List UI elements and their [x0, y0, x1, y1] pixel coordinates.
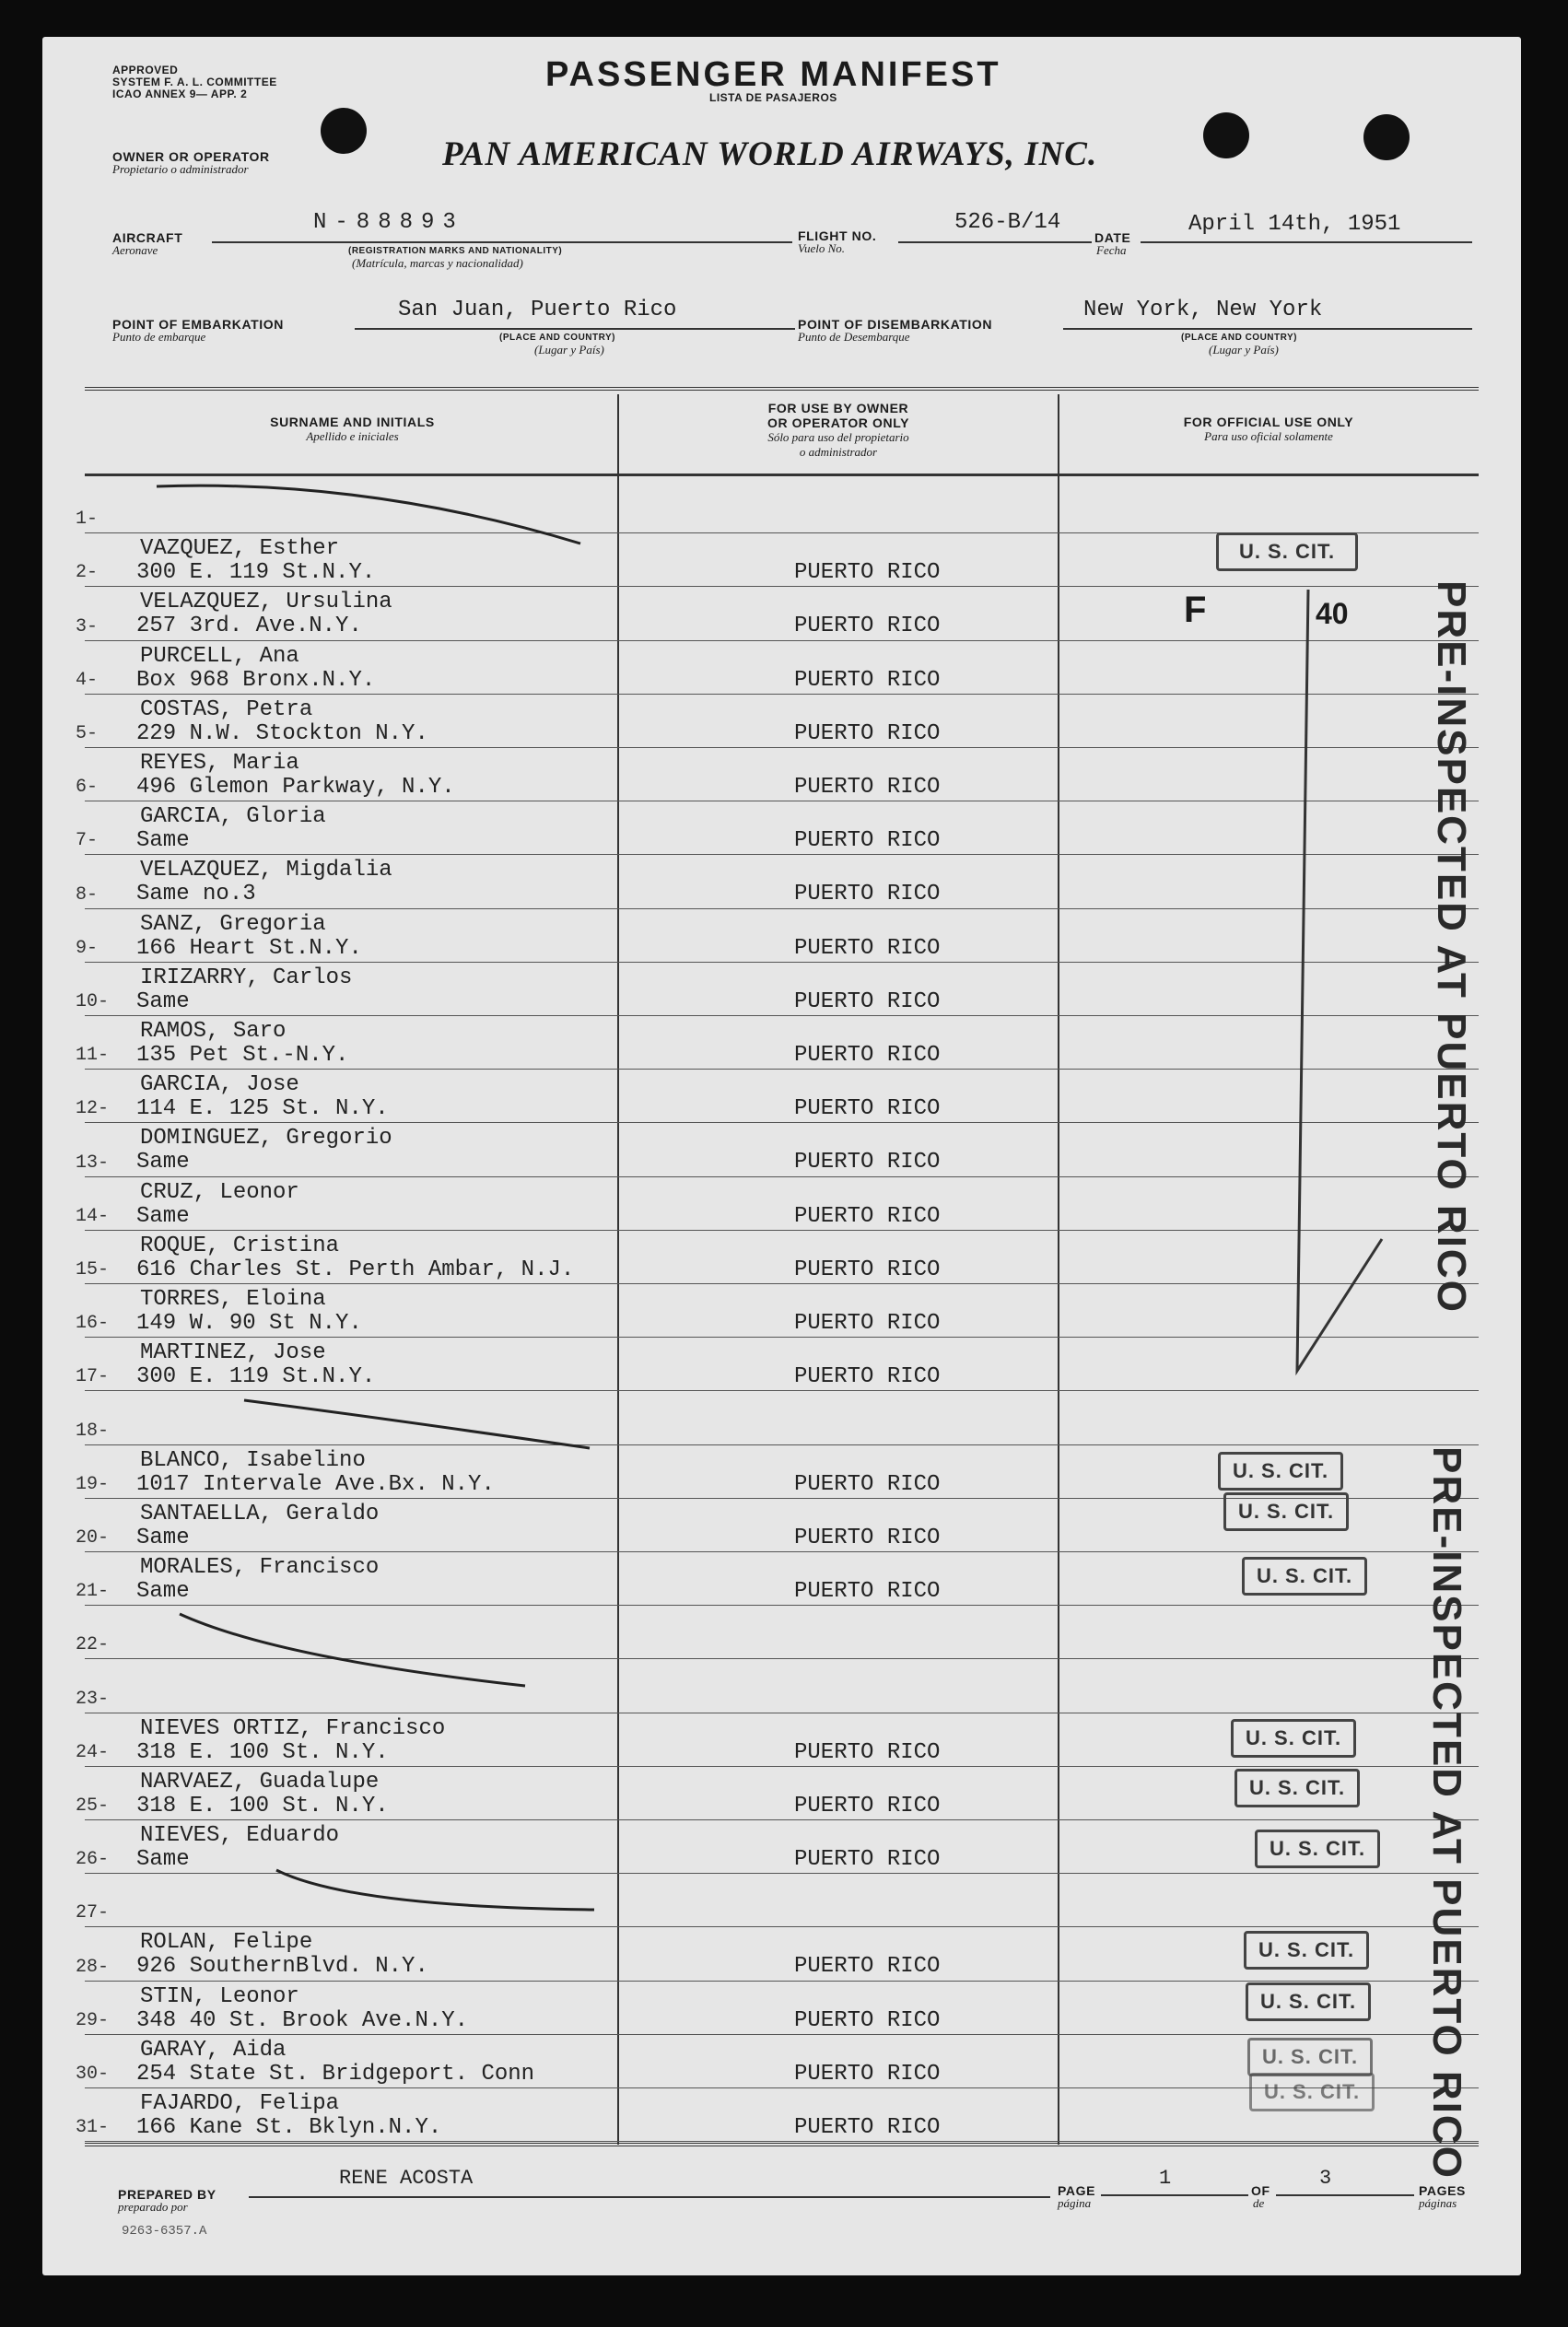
aircraft-sub: Aeronave	[112, 243, 158, 257]
passenger-name: SANZ, Gregoria	[140, 912, 326, 937]
embark-place-sub: (Lugar y País)	[534, 343, 604, 357]
passenger-address: 257 3rd. Ave.N.Y.	[136, 614, 362, 638]
operator-use-entry: PUERTO RICO	[794, 2115, 941, 2140]
operator-use-entry: PUERTO RICO	[794, 2008, 941, 2033]
operator-use-entry: PUERTO RICO	[794, 828, 941, 853]
form-number: 9263-6357.A	[122, 2224, 207, 2239]
row-number: 29-	[76, 2010, 110, 2031]
strike-mark	[180, 1614, 525, 1686]
passenger-address: Same no.3	[136, 882, 256, 906]
strike-mark	[276, 1870, 594, 1910]
passenger-name: SANTAELLA, Geraldo	[140, 1502, 380, 1526]
row-number: 23-	[76, 1689, 110, 1710]
prepared-by-sub: preparado por	[118, 2200, 188, 2214]
operator-use-entry: PUERTO RICO	[794, 1472, 941, 1497]
strike-mark	[244, 1400, 590, 1448]
operator-use-entry: PUERTO RICO	[794, 614, 941, 638]
passenger-address: 149 W. 90 St N.Y.	[136, 1311, 362, 1336]
row-number: 22-	[76, 1634, 110, 1655]
passenger-address: 926 SouthernBlvd. N.Y.	[136, 1954, 428, 1979]
passenger-address: 254 State St. Bridgeport. Conn	[136, 2062, 535, 2087]
owner-label-sub: Propietario o administrador	[112, 162, 249, 176]
prepared-by-underline	[249, 2196, 1050, 2198]
flight-label: FLIGHT NO.	[798, 228, 877, 243]
pre-inspected-stamp: PRE-INSPECTED AT PUERTO RICO	[1429, 580, 1474, 1314]
disembark-label: POINT OF DISEMBARKATION	[798, 317, 993, 332]
approval-line: ICAO ANNEX 9— APP. 2	[112, 88, 248, 100]
column-header-sub: Para uso oficial solamente	[1204, 429, 1333, 443]
column-header-sub: o administrador	[799, 445, 878, 459]
embark-sub: Punto de embarque	[112, 330, 206, 344]
passenger-address: 348 40 St. Brook Ave.N.Y.	[136, 2008, 469, 2033]
row-number: 28-	[76, 1957, 110, 1978]
passenger-name: CRUZ, Leonor	[140, 1180, 299, 1205]
passenger-name: NARVAEZ, Guadalupe	[140, 1770, 380, 1795]
passenger-name: MARTINEZ, Jose	[140, 1340, 326, 1365]
passenger-address: 114 E. 125 St. N.Y.	[136, 1096, 389, 1121]
passenger-address: 300 E. 119 St.N.Y.	[136, 560, 376, 585]
embark-label: POINT OF EMBARKATION	[112, 317, 284, 332]
column-header-label: OR OPERATOR ONLY	[766, 415, 910, 430]
operator-use-entry: PUERTO RICO	[794, 1740, 941, 1765]
passenger-address: 300 E. 119 St.N.Y.	[136, 1364, 376, 1389]
operator-use-entry: PUERTO RICO	[794, 1204, 941, 1229]
operator-use-entry: PUERTO RICO	[794, 560, 941, 585]
passenger-name: FAJARDO, Felipa	[140, 2091, 340, 2116]
approval-line: APPROVED	[112, 64, 179, 76]
pages-sub: páginas	[1419, 2196, 1457, 2210]
row-number: 26-	[76, 1849, 110, 1870]
row-number: 16-	[76, 1313, 110, 1334]
row-number: 30-	[76, 2064, 110, 2085]
row-number: 20-	[76, 1527, 110, 1549]
us-citizen-stamp: U. S. CIT.	[1247, 2038, 1373, 2076]
passenger-name: DOMINGUEZ, Gregorio	[140, 1126, 392, 1151]
page-title-sub: LISTA DE PASAJEROS	[709, 91, 837, 104]
passenger-name: IRIZARRY, Carlos	[140, 965, 353, 990]
row-number: 13-	[76, 1152, 110, 1174]
us-citizen-stamp: U. S. CIT.	[1255, 1830, 1380, 1868]
us-citizen-stamp: U. S. CIT.	[1216, 532, 1358, 571]
passenger-name: VELAZQUEZ, Ursulina	[140, 590, 392, 614]
passenger-name: RAMOS, Saro	[140, 1019, 287, 1044]
airline-name: PAN AMERICAN WORLD AIRWAYS, INC.	[442, 135, 1098, 173]
of-sub: de	[1253, 2196, 1265, 2210]
operator-use-entry: PUERTO RICO	[794, 936, 941, 961]
us-citizen-stamp: U. S. CIT.	[1249, 2073, 1375, 2111]
pages-label: PAGES	[1419, 2183, 1466, 2198]
row-number: 25-	[76, 1795, 110, 1817]
row-number: 11-	[76, 1045, 110, 1066]
passenger-address: Same	[136, 1579, 190, 1604]
passenger-name: TORRES, Eloina	[140, 1287, 326, 1312]
row-number: 6-	[76, 777, 99, 798]
row-number: 17-	[76, 1366, 110, 1387]
disembark-place-sub: (Lugar y País)	[1209, 343, 1279, 357]
of-value: 3	[1319, 2167, 1332, 2190]
column-header-sub: Apellido e iniciales	[306, 429, 399, 443]
operator-use-entry: PUERTO RICO	[794, 1794, 941, 1818]
passenger-address: Same	[136, 828, 190, 853]
passenger-address: Same	[136, 989, 190, 1014]
passenger-address: 318 E. 100 St. N.Y.	[136, 1794, 389, 1818]
row-number: 19-	[76, 1474, 110, 1495]
aircraft-label: AIRCRAFT	[112, 230, 183, 245]
page-sub: página	[1058, 2196, 1092, 2210]
row-number: 18-	[76, 1421, 110, 1442]
passenger-address: Box 968 Bronx.N.Y.	[136, 668, 376, 693]
prepared-by-label: PREPARED BY	[118, 2187, 216, 2202]
row-number: 24-	[76, 1742, 110, 1763]
row-number: 27-	[76, 1902, 110, 1924]
date-value: April 14th, 1951	[1188, 212, 1401, 237]
passenger-name: STIN, Leonor	[140, 1984, 299, 2009]
flight-sub: Vuelo No.	[798, 241, 846, 255]
us-citizen-stamp: U. S. CIT.	[1242, 1557, 1367, 1596]
passenger-address: 166 Kane St. Bklyn.N.Y.	[136, 2115, 442, 2140]
of-label: OF	[1251, 2183, 1270, 2198]
passenger-name: MORALES, Francisco	[140, 1555, 380, 1580]
row-number: 2-	[76, 562, 99, 583]
disembark-sub: Punto de Desembarque	[798, 330, 910, 344]
us-citizen-stamp: U. S. CIT.	[1223, 1492, 1349, 1531]
passenger-name: VELAZQUEZ, Migdalia	[140, 858, 392, 883]
row-number: 7-	[76, 830, 99, 851]
row-number: 15-	[76, 1259, 110, 1280]
passenger-address: Same	[136, 1204, 190, 1229]
passenger-address: Same	[136, 1150, 190, 1175]
page-underline	[1101, 2194, 1248, 2196]
us-citizen-stamp: U. S. CIT.	[1235, 1769, 1360, 1807]
approval-line: SYSTEM F. A. L. COMMITTEE	[112, 76, 277, 88]
operator-use-entry: PUERTO RICO	[794, 1579, 941, 1604]
pre-inspected-stamp: PRE-INSPECTED AT PUERTO RICO	[1424, 1446, 1469, 2180]
column-header-label: FOR USE BY OWNER	[767, 401, 909, 415]
passenger-name: GARCIA, Jose	[140, 1072, 299, 1097]
us-citizen-stamp: U. S. CIT.	[1218, 1452, 1343, 1491]
column-header-label: SURNAME AND INITIALS	[270, 415, 435, 429]
passenger-address: Same	[136, 1526, 190, 1550]
operator-use-entry: PUERTO RICO	[794, 1150, 941, 1175]
column-header-sub: Sólo para uso del propietario	[767, 430, 909, 444]
passenger-address: 229 N.W. Stockton N.Y.	[136, 721, 428, 746]
operator-use-entry: PUERTO RICO	[794, 1526, 941, 1550]
operator-use-entry: PUERTO RICO	[794, 721, 941, 746]
operator-use-entry: PUERTO RICO	[794, 1364, 941, 1389]
operator-use-entry: PUERTO RICO	[794, 1257, 941, 1282]
disembark-place-note: (PLACE AND COUNTRY)	[1181, 333, 1297, 343]
us-citizen-stamp: U. S. CIT.	[1231, 1719, 1356, 1758]
passenger-name: REYES, Maria	[140, 751, 299, 776]
passenger-name: NIEVES, Eduardo	[140, 1823, 340, 1848]
row-number: 21-	[76, 1581, 110, 1602]
passenger-address: 496 Glemon Parkway, N.Y.	[136, 775, 455, 800]
date-sub: Fecha	[1096, 243, 1127, 257]
registration-note: (REGISTRATION MARKS AND NATIONALITY)	[348, 246, 563, 256]
operator-use-entry: PUERTO RICO	[794, 775, 941, 800]
us-citizen-stamp: U. S. CIT.	[1246, 1982, 1371, 2021]
operator-use-entry: PUERTO RICO	[794, 1096, 941, 1121]
passenger-address: 616 Charles St. Perth Ambar, N.J.	[136, 1257, 575, 1282]
check-line	[1297, 590, 1382, 1371]
embark-value: San Juan, Puerto Rico	[398, 298, 677, 322]
passenger-name: COSTAS, Petra	[140, 697, 313, 722]
row-number: 14-	[76, 1206, 110, 1227]
operator-use-entry: PUERTO RICO	[794, 2062, 941, 2087]
count-value: 40	[1316, 597, 1349, 630]
passenger-name: GARAY, Aida	[140, 2038, 287, 2063]
row-number: 4-	[76, 670, 99, 691]
date-label: DATE	[1094, 230, 1131, 245]
row-number: 10-	[76, 991, 110, 1012]
row-number: 31-	[76, 2117, 110, 2138]
passenger-address: Same	[136, 1847, 190, 1872]
operator-use-entry: PUERTO RICO	[794, 668, 941, 693]
page-value: 1	[1159, 2167, 1172, 2190]
page-label: PAGE	[1058, 2183, 1096, 2198]
passenger-name: ROQUE, Cristina	[140, 1234, 340, 1258]
row-number: 8-	[76, 884, 99, 906]
column-header-label: FOR OFFICIAL USE ONLY	[1183, 415, 1354, 429]
count-mark: F	[1184, 590, 1207, 630]
disembark-value: New York, New York	[1083, 298, 1323, 322]
embark-place-note: (PLACE AND COUNTRY)	[499, 333, 615, 343]
operator-use-entry: PUERTO RICO	[794, 882, 941, 906]
registration-note-sub: (Matrícula, marcas y nacionalidad)	[352, 256, 523, 270]
operator-use-entry: PUERTO RICO	[794, 989, 941, 1014]
of-underline	[1276, 2194, 1414, 2196]
page-title: PASSENGER MANIFEST	[545, 55, 1001, 94]
operator-use-entry: PUERTO RICO	[794, 1954, 941, 1979]
operator-use-entry: PUERTO RICO	[794, 1043, 941, 1068]
prepared-by-value: RENE ACOSTA	[339, 2167, 474, 2190]
operator-use-entry: PUERTO RICO	[794, 1847, 941, 1872]
row-number: 5-	[76, 723, 99, 744]
passenger-address: 135 Pet St.-N.Y.	[136, 1043, 349, 1068]
row-number: 9-	[76, 938, 99, 959]
passenger-name: NIEVES ORTIZ, Francisco	[140, 1716, 446, 1741]
aircraft-value: N-88893	[313, 210, 464, 235]
passenger-address: 166 Heart St.N.Y.	[136, 936, 362, 961]
row-number: 12-	[76, 1098, 110, 1119]
passenger-name: PURCELL, Ana	[140, 644, 299, 669]
row-number: 1-	[76, 509, 99, 530]
operator-use-entry: PUERTO RICO	[794, 1311, 941, 1336]
row-number: 3-	[76, 616, 99, 637]
passenger-name: GARCIA, Gloria	[140, 804, 326, 829]
passenger-name: VAZQUEZ, Esther	[140, 536, 340, 561]
owner-label: OWNER OR OPERATOR	[112, 149, 270, 164]
us-citizen-stamp: U. S. CIT.	[1244, 1931, 1369, 1970]
passenger-address: 1017 Intervale Ave.Bx. N.Y.	[136, 1472, 495, 1497]
passenger-name: ROLAN, Felipe	[140, 1930, 313, 1955]
flight-value: 526-B/14	[954, 210, 1061, 235]
passenger-address: 318 E. 100 St. N.Y.	[136, 1740, 389, 1765]
strike-mark	[157, 485, 580, 544]
passenger-name: BLANCO, Isabelino	[140, 1448, 366, 1473]
